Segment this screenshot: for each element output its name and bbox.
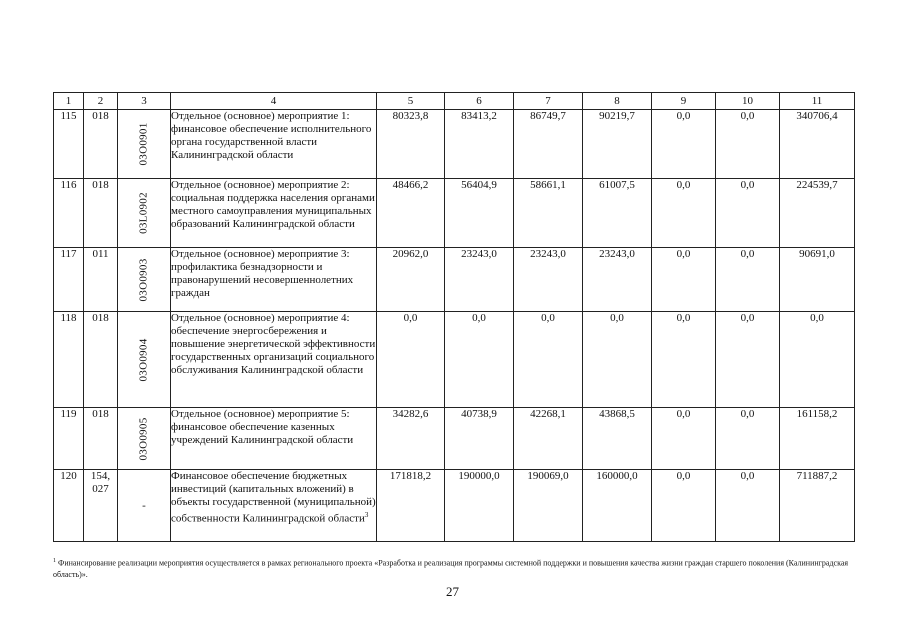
row-number: 120 bbox=[54, 470, 84, 542]
col-header-6: 6 bbox=[445, 93, 514, 110]
kbk-code: 018 bbox=[84, 179, 118, 248]
col-header-7: 7 bbox=[514, 93, 583, 110]
activity-description: Отдельное (основное) мероприятие 1: финансовое обеспечение исполнительного органа государственной власти Калининградской области bbox=[171, 110, 377, 179]
kbk-code: 018 bbox=[84, 110, 118, 179]
value-col-6: 0,0 bbox=[445, 312, 514, 408]
value-col-10: 0,0 bbox=[716, 312, 780, 408]
value-col-7: 0,0 bbox=[514, 312, 583, 408]
col-header-5: 5 bbox=[377, 93, 445, 110]
value-col-10: 0,0 bbox=[716, 470, 780, 542]
target-code-cell bbox=[118, 179, 171, 248]
value-col-5: 20962,0 bbox=[377, 248, 445, 312]
activity-description: Отдельное (основное) мероприятие 4: обеспечение энергосбережения и повышение энергетической эффективности государственных организаций социального обслуживания Калининградской области bbox=[171, 312, 377, 408]
value-col-10: 0,0 bbox=[716, 408, 780, 470]
value-col-9: 0,0 bbox=[652, 312, 716, 408]
target-code-cell bbox=[118, 312, 171, 408]
activity-description: Отдельное (основное) мероприятие 5: финансовое обеспечение казенных учреждений Калининградской области bbox=[171, 408, 377, 470]
col-header-2: 2 bbox=[84, 93, 118, 110]
value-col-11: 711887,2 bbox=[780, 470, 855, 542]
activity-description: Финансовое обеспечение бюджетных инвестиций (капитальных вложений) в объекты государственной (муниципальной) собственности Калининградской области bbox=[171, 470, 376, 525]
value-col-10: 0,0 bbox=[716, 248, 780, 312]
value-col-6: 83413,2 bbox=[445, 110, 514, 179]
value-col-10: 0,0 bbox=[716, 110, 780, 179]
target-code-cell bbox=[118, 470, 171, 542]
value-col-11: 90691,0 bbox=[780, 248, 855, 312]
value-col-7: 86749,7 bbox=[514, 110, 583, 179]
value-col-8: 23243,0 bbox=[583, 248, 652, 312]
col-header-1: 1 bbox=[54, 93, 84, 110]
value-col-10: 0,0 bbox=[716, 179, 780, 248]
kbk-code: 027 bbox=[92, 483, 109, 495]
col-header-9: 9 bbox=[652, 93, 716, 110]
target-code-cell bbox=[118, 110, 171, 179]
row-number: 116 bbox=[54, 179, 84, 248]
col-header-3: 3 bbox=[118, 93, 171, 110]
col-header-11: 11 bbox=[780, 93, 855, 110]
page-number: 27 bbox=[446, 584, 459, 599]
value-col-11: 224539,7 bbox=[780, 179, 855, 248]
value-col-7: 58661,1 bbox=[514, 179, 583, 248]
value-col-8: 160000,0 bbox=[583, 470, 652, 542]
target-code: - bbox=[142, 499, 146, 511]
value-col-6: 56404,9 bbox=[445, 179, 514, 248]
value-col-8: 43868,5 bbox=[583, 408, 652, 470]
value-col-5: 34282,6 bbox=[377, 408, 445, 470]
value-col-8: 0,0 bbox=[583, 312, 652, 408]
target-code: 03L0902 bbox=[137, 192, 150, 234]
target-code: 03O0901 bbox=[137, 122, 150, 166]
value-col-11: 161158,2 bbox=[780, 408, 855, 470]
value-col-5: 48466,2 bbox=[377, 179, 445, 248]
row-number: 119 bbox=[54, 408, 84, 470]
footnote-reference: 3 bbox=[364, 511, 369, 519]
target-code-cell bbox=[118, 248, 171, 312]
kbk-code: 154, bbox=[90, 470, 111, 482]
target-code: 03O0904 bbox=[137, 337, 150, 382]
table-row bbox=[54, 408, 855, 470]
value-col-9: 0,0 bbox=[652, 248, 716, 312]
target-code: 03O0905 bbox=[137, 416, 150, 461]
col-header-10: 10 bbox=[716, 93, 780, 110]
row-number: 117 bbox=[54, 248, 84, 312]
col-header-8: 8 bbox=[583, 93, 652, 110]
value-col-6: 23243,0 bbox=[445, 248, 514, 312]
activity-description: Отдельное (основное) мероприятие 3: профилактика безнадзорности и правонарушений несовершеннолетних граждан bbox=[171, 248, 377, 312]
value-col-11: 0,0 bbox=[780, 312, 855, 408]
value-col-7: 42268,1 bbox=[514, 408, 583, 470]
value-col-9: 0,0 bbox=[652, 179, 716, 248]
program-funding-table bbox=[53, 92, 855, 542]
kbk-code-cell bbox=[84, 470, 118, 542]
row-number: 118 bbox=[54, 312, 84, 408]
value-col-6: 190000,0 bbox=[445, 470, 514, 542]
target-code: 03O0903 bbox=[137, 257, 150, 302]
table-row bbox=[54, 470, 855, 542]
value-col-9: 0,0 bbox=[652, 110, 716, 179]
value-col-7: 190069,0 bbox=[514, 470, 583, 542]
value-col-9: 0,0 bbox=[652, 408, 716, 470]
value-col-7: 23243,0 bbox=[514, 248, 583, 312]
kbk-code: 018 bbox=[84, 312, 118, 408]
table-row bbox=[54, 179, 855, 248]
value-col-8: 61007,5 bbox=[583, 179, 652, 248]
table-row bbox=[54, 110, 855, 179]
footnote-marker: 1 bbox=[53, 558, 56, 564]
activity-description: Отдельное (основное) мероприятие 2: социальная поддержка населения органами местного самоуправления муниципальных образований Калининградской области bbox=[171, 179, 377, 248]
footnote bbox=[53, 556, 854, 580]
value-col-8: 90219,7 bbox=[583, 110, 652, 179]
value-col-11: 340706,4 bbox=[780, 110, 855, 179]
footnote-text: Финансирование реализации мероприятия осуществляется в рамках регионального проекта «Разработка и реализация программы системной поддержки и повышения качества жизни граждан старшего поколения (Калининградская область)». bbox=[53, 558, 849, 579]
value-col-6: 40738,9 bbox=[445, 408, 514, 470]
table-row bbox=[54, 312, 855, 408]
row-number: 115 bbox=[54, 110, 84, 179]
kbk-code: 011 bbox=[84, 248, 118, 312]
target-code-cell bbox=[118, 408, 171, 470]
kbk-code: 018 bbox=[84, 408, 118, 470]
value-col-5: 171818,2 bbox=[377, 470, 445, 542]
activity-description-cell bbox=[171, 470, 377, 542]
col-header-4: 4 bbox=[171, 93, 377, 110]
value-col-5: 80323,8 bbox=[377, 110, 445, 179]
header-row bbox=[54, 93, 855, 110]
value-col-9: 0,0 bbox=[652, 470, 716, 542]
value-col-5: 0,0 bbox=[377, 312, 445, 408]
table-row bbox=[54, 248, 855, 312]
